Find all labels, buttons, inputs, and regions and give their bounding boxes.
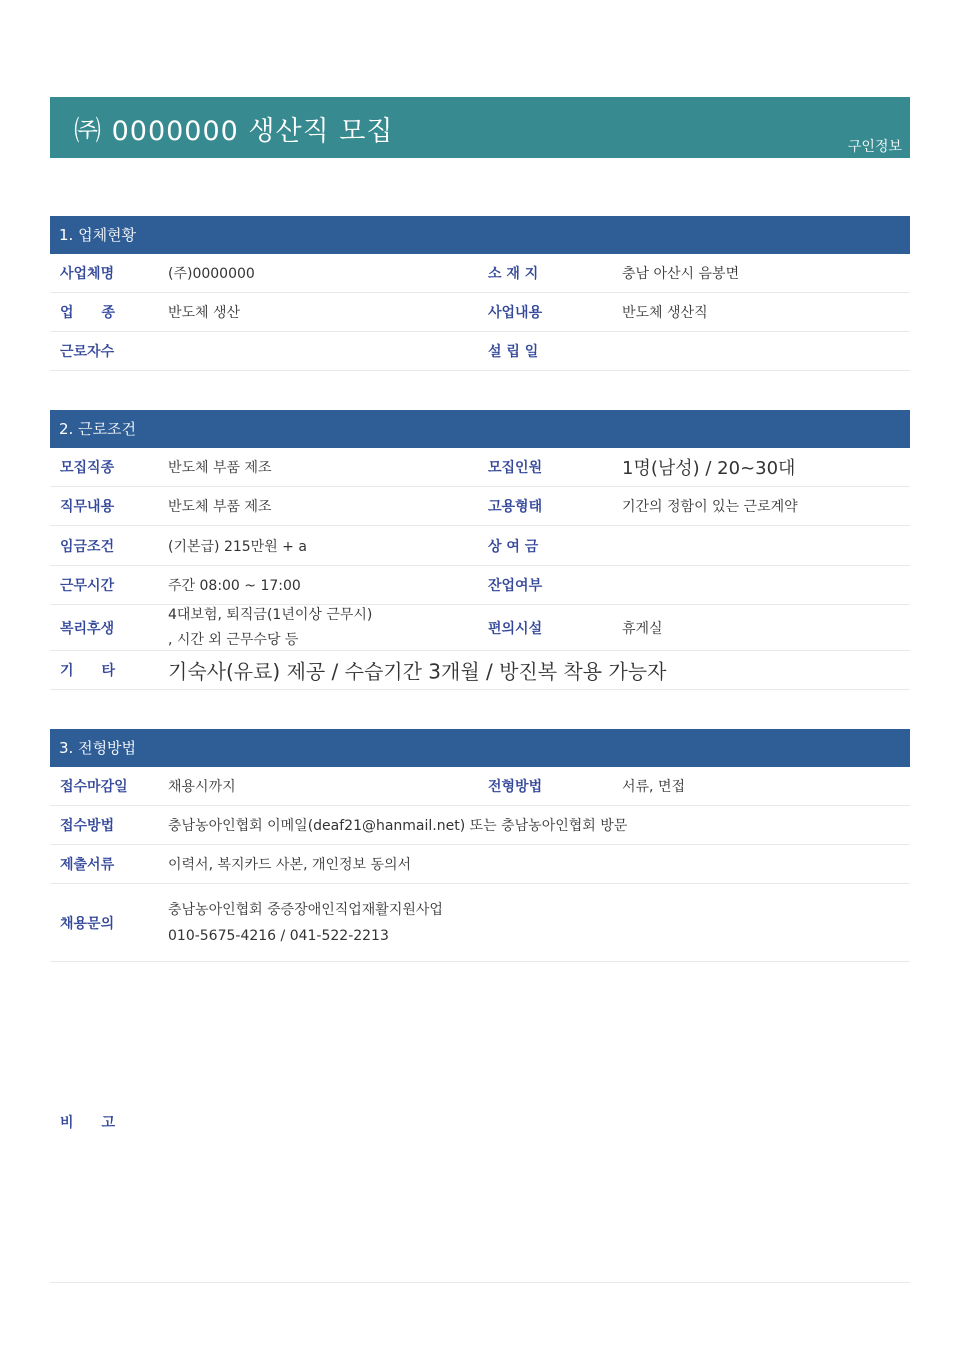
field-label: 편의시설: [488, 620, 543, 637]
field-label: 상 여 금: [488, 538, 539, 555]
field-value: 채용시까지: [168, 779, 236, 795]
field-label: 모집직종: [60, 460, 115, 476]
field-value: 충남농아인협회 이메일(deaf21@hanmail.net) 또는 충남농아인협회 방문: [168, 818, 628, 834]
field-value: 이력서, 복지카드 사본, 개인정보 동의서: [168, 857, 412, 873]
table-row: [50, 884, 910, 962]
section-title: 1. 업체현황: [59, 226, 137, 244]
section-header-conditions: [50, 410, 910, 448]
page-subtitle: 구인정보: [847, 139, 902, 155]
field-value: [168, 603, 372, 653]
field-value: 기숙사(유료) 제공 / 수습기간 3개월 / 방진복 착용 가능자: [168, 659, 667, 684]
field-value: 휴게실: [622, 620, 663, 637]
section-title: 3. 전형방법: [59, 739, 137, 757]
field-label: 잔업여부: [488, 578, 543, 594]
field-label: 모집인원: [488, 460, 543, 476]
table-row: [50, 293, 910, 332]
field-label: 사업체명: [60, 266, 115, 282]
field-value: 반도체 부품 제조: [168, 499, 272, 515]
value-line: 4대보험, 퇴직금(1년이상 근무시): [168, 606, 373, 623]
table-row: [50, 767, 910, 806]
field-value: 기간의 정함이 있는 근로계약: [622, 499, 798, 515]
field-value: 충남 아산시 음봉면: [622, 266, 740, 282]
table-row: [50, 526, 910, 566]
field-label: 복리후생: [60, 620, 115, 637]
field-label: 근로자수: [60, 344, 115, 360]
title-banner: [50, 97, 910, 158]
value-line: 충남농아인협회 중증장애인직업재활지원사업: [168, 901, 443, 918]
section-header-company: [50, 216, 910, 254]
field-value: 반도체 부품 제조: [168, 460, 272, 476]
field-label: 제출서류: [60, 857, 115, 873]
table-row: [50, 845, 910, 884]
value-line: 010-5675-4216 / 041-522-2213: [168, 927, 389, 944]
field-label: 사업내용: [488, 305, 543, 321]
field-label: 접수마감일: [60, 779, 128, 795]
table-row: [50, 566, 910, 605]
field-label: 고용형태: [488, 499, 543, 515]
field-label: 비 고: [60, 1115, 116, 1131]
table-row: [50, 254, 910, 293]
table-row: [50, 487, 910, 526]
field-label: 접수방법: [60, 818, 115, 834]
field-label: 전형방법: [488, 779, 543, 795]
table-row: [50, 605, 910, 651]
table-row: [50, 448, 910, 487]
field-value: [168, 897, 443, 949]
field-value: (주)0000000: [168, 266, 255, 282]
field-label: 임금조건: [60, 538, 115, 555]
field-value: 주간 08:00 ~ 17:00: [168, 578, 301, 594]
field-label: 기 타: [60, 663, 116, 679]
table-row: [50, 651, 910, 690]
table-row-remarks: [50, 962, 910, 1283]
field-label: 설 립 일: [488, 344, 539, 360]
field-label: 업 종: [60, 305, 116, 321]
field-value: 1명(남성) / 20~30대: [622, 458, 796, 479]
section-title: 2. 근로조건: [59, 420, 137, 438]
value-line: , 시간 외 근무수당 등: [168, 631, 299, 648]
table-row: [50, 332, 910, 371]
field-value: 반도체 생산직: [622, 305, 708, 321]
section-header-selection: [50, 729, 910, 767]
table-row: [50, 806, 910, 845]
field-label: 채용문의: [60, 915, 115, 932]
field-value: 반도체 생산: [168, 305, 241, 321]
field-value: (기본급) 215만원 + a: [168, 538, 307, 555]
field-label: 근무시간: [60, 578, 115, 594]
field-label: 직무내용: [60, 499, 115, 515]
page-title: ㈜ 0000000 생산직 모집: [74, 116, 394, 147]
field-value: 서류, 면접: [622, 779, 685, 795]
field-label: 소 재 지: [488, 266, 539, 282]
